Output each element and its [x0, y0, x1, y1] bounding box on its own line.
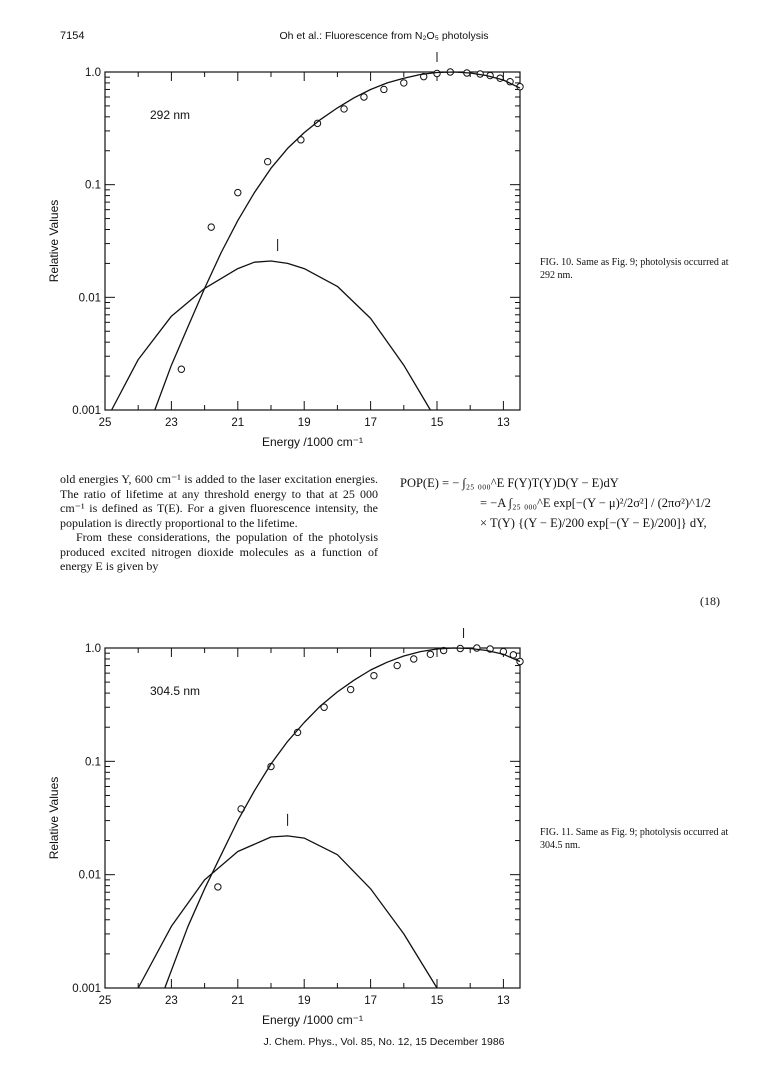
equation-line-3: × T(Y) {(Y − E)/200 exp[−(Y − E)/200]} dY, [480, 516, 707, 530]
data-point [381, 86, 387, 92]
data-point [208, 224, 214, 230]
y-tick-label: 1.0 [85, 643, 101, 655]
data-point [178, 366, 184, 372]
x-tick-label: 15 [430, 417, 444, 429]
equation-line-1: POP(E) = − ∫₂₅ ₀₀₀^E F(Y)T(Y)D(Y − E)dY [400, 476, 619, 490]
data-point [427, 651, 433, 657]
data-point [371, 672, 377, 678]
y-tick-label: 0.1 [85, 756, 101, 769]
data-point [517, 658, 523, 664]
data-point [347, 686, 353, 692]
y-tick-label: 0.1 [85, 179, 101, 192]
figure-10 [0, 52, 768, 452]
x-tick-label: 17 [364, 417, 377, 429]
data-point [264, 158, 270, 164]
figure-11-caption: FIG. 11. Same as Fig. 9; photolysis occurred at 304.5 nm. [540, 827, 729, 851]
plot-frame [105, 72, 520, 410]
equation-line-2: = −A ∫₂₅ ₀₀₀^E exp[−(Y − μ)²/2σ²] / (2πσ²)^1/2 [480, 496, 711, 510]
x-tick-label: 23 [165, 995, 178, 1007]
data-point [235, 189, 241, 195]
figure-10-caption: FIG. 10. Same as Fig. 9; photolysis occurred at 292 nm. [540, 257, 729, 281]
paragraph-1: old energies Y, 600 cm⁻¹ is added to the laser excitation energies. The ratio of lifetime at any threshold energy to that at 25 000 cm⁻¹ is defined as T(E). For a given fluorescence intensity, the population is directly proportional to the lifetime. [60, 472, 378, 530]
equation-number: (18) [700, 594, 720, 608]
journal-footer: J. Chem. Phys., Vol. 85, No. 12, 15 December 1986 [263, 1036, 505, 1048]
x-tick-label: 13 [497, 417, 510, 429]
x-tick-label: 25 [98, 995, 112, 1007]
x-tick-label: 15 [430, 995, 444, 1007]
series-line [165, 648, 520, 988]
paragraph-2: From these considerations, the population of the photolysis produced excited nitrogen dioxide molecules as a function of energy E is given by [60, 530, 378, 573]
y-axis-label: Relative Values [47, 199, 61, 283]
data-point [401, 80, 407, 86]
data-point [411, 656, 417, 662]
plot-frame [105, 648, 520, 988]
data-point [341, 106, 347, 112]
y-axis-label: Relative Values [47, 776, 61, 860]
x-axis-label: Energy /1000 cm⁻¹ [261, 1013, 364, 1027]
x-tick-label: 17 [364, 995, 377, 1007]
data-point [474, 645, 480, 651]
equation-18 [400, 476, 720, 608]
x-tick-label: 13 [497, 995, 510, 1007]
y-tick-label: 0.001 [72, 405, 101, 417]
y-tick-label: 0.01 [78, 869, 101, 882]
y-tick-label: 1.0 [85, 67, 101, 79]
series-line [138, 836, 437, 988]
figure-10-plot [0, 52, 768, 452]
x-axis-label: Energy /1000 cm⁻¹ [261, 435, 364, 449]
data-point [434, 70, 440, 76]
x-tick-label: 19 [297, 417, 311, 429]
wavelength-annotation: 292 nm [150, 108, 191, 122]
x-tick-label: 23 [165, 417, 178, 429]
running-title: Oh et al.: Fluorescence from N₂O₅ photolysis [279, 30, 489, 42]
data-point [394, 662, 400, 668]
x-tick-label: 21 [231, 995, 245, 1007]
x-tick-label: 25 [98, 417, 112, 429]
x-tick-label: 21 [231, 417, 245, 429]
series-line [155, 72, 520, 410]
y-tick-label: 0.01 [78, 292, 101, 305]
page-number: 7154 [60, 30, 85, 42]
wavelength-annotation: 304.5 nm [150, 684, 201, 698]
x-tick-label: 19 [297, 995, 311, 1007]
data-point [215, 884, 221, 890]
y-tick-label: 0.001 [72, 983, 101, 995]
series-line [112, 261, 431, 410]
body-text [60, 472, 378, 574]
data-point [361, 94, 367, 100]
